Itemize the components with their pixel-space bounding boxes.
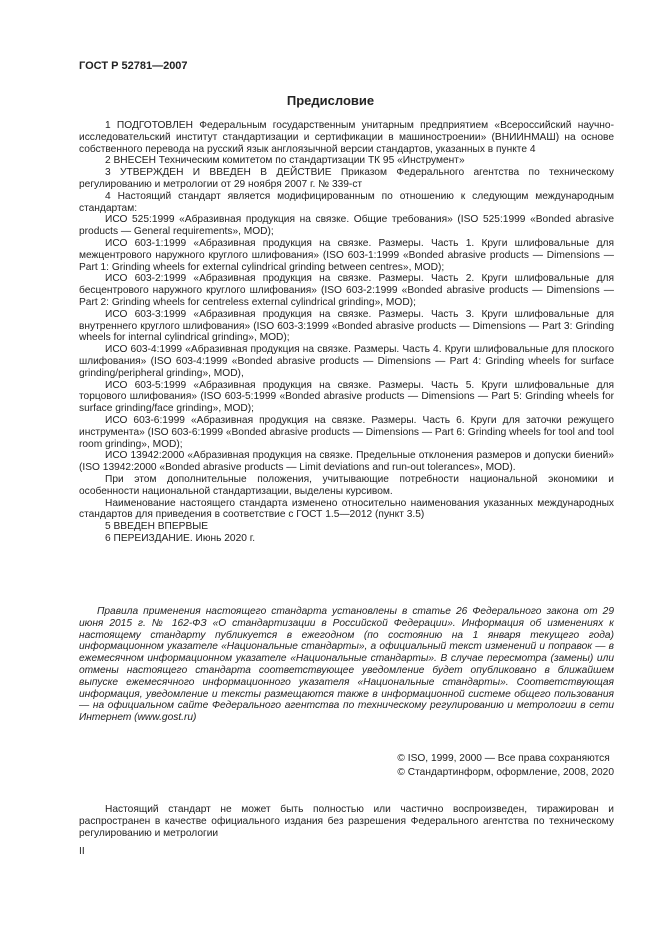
paragraph-6: 6 ПЕРЕИЗДАНИЕ. Июнь 2020 г. (105, 532, 256, 544)
standard-iso-525: ИСО 525:1999 «Абразивная продукция на связке. Общие требования» (ISO 525:1999 «Bonded abrasive products — General requirements», MOD); (79, 214, 614, 238)
paragraph-3: 3 УТВЕРЖДЕН И ВВЕДЕН В ДЕЙСТВИЕ Приказом Федерального агентства по техническому регулированию и метрологии от 29 ноября 2007 г. № 339-ст (79, 167, 614, 190)
paragraph-1: 1 ПОДГОТОВЛЕН Федеральным государственным унитарным предприятием «Всероссийский научно-исследовательский институт стандартизации и сертификации в машиностроении» (ВНИИНМАШ) на основе собственного перевода на русский язык англоязычной версии стандартов, указанных в пункте 4 (79, 120, 614, 155)
standard-iso-603-4: ИСО 603-4:1999 «Абразивная продукция на связке. Размеры. Часть 4. Круги шлифовальные для плоского шлифования» (ISO 603-4:1999 «Bonded abrasive products — Dimensions — Part 4: Grinding wheels for surface grinding/peripheral grinding», MOD), (79, 344, 614, 379)
name-change-note: Наименование настоящего стандарта изменено относительно наименования указанных международных стандартов для приведения в соответствие с ГОСТ 1.5—2012 (пункт 3.5) (79, 497, 614, 521)
foreword-body (79, 120, 614, 545)
document-code: ГОСТ Р 52781—2007 (79, 60, 188, 72)
paragraph-5: 5 ВВЕДЕН ВПЕРВЫЕ (105, 521, 209, 533)
paragraph-2: 2 ВНЕСЕН Техническим комитетом по стандартизации ТК 95 «Инструмент» (105, 155, 465, 167)
standard-iso-603-2: ИСО 603-2:1999 «Абразивная продукция на связке. Размеры. Часть 2. Круги шлифовальные для бесцентрового наружного круглого шлифования» (ISO 603-2:1999 «Bonded abrasive products — Dimensions — Part 2: Grinding wheels for centreless external cylindrical grinding», MOD); (79, 273, 614, 308)
copyright-standartinform: © Стандартинформ, оформление, 2008, 2020 (397, 767, 614, 778)
standard-iso-13942: ИСО 13942:2000 «Абразивная продукция на связке. Предельные отклонения размеров и допуски биений» (ISO 13942:2000 «Bonded abrasive products — Limit deviations and run-out tolerances», MOD). (79, 450, 614, 474)
application-rules-note (79, 606, 614, 724)
paragraph-4: 4 Настоящий стандарт является модифицированным по отношению к следующим международным стандартам: (79, 190, 614, 214)
page-title: Предисловие (286, 93, 375, 108)
note-text: Правила применения настоящего стандарта установлены в статье 26 Федерального закона от 29 июня 2015 г. № 162-ФЗ «О стандартизации в Российской Федерации». Информация об изменениях к настоящему стандарту публикуется в ежегодном (по состоянию на 1 января текущего года) информационном указателе «Национальные стандарты», а официальный текст изменений и поправок — в ежемесячном информационном указателе «Национальные стандарты». В случае пересмотра (замены) или отмены настоящего стандарта соответствующее уведомление будет опубликовано в ближайшем выпуске ежемесячного информационного указателя «Национальные стандарты». Соответствующая информация, уведомление и тексты размещаются также в информационной системе общего пользования — на официальном сайте Федерального агентства по техническому регулированию и метрологии в сети Интернет (www.gost.ru) (79, 606, 614, 724)
standard-iso-603-6: ИСО 603-6:1999 «Абразивная продукция на связке. Размеры. Часть 6. Круги для заточки режущего инструмента» (ISO 603-6:1999 «Bonded abrasive products — Dimensions — Part 6: Grinding wheels for tool and tool room grinding», MOD); (79, 414, 614, 450)
standard-iso-603-3: ИСО 603-3:1999 «Абразивная продукция на связке. Размеры. Часть 3. Круги шлифовальные для внутреннего круглого шлифования» (ISO 603-3:1999 «Bonded abrasive products — Dimensions — Part 3: Grinding wheels for internal cylindrical grinding», MOD); (79, 308, 614, 344)
standard-iso-603-1: ИСО 603-1:1999 «Абразивная продукция на связке. Размеры. Часть 1. Круги шлифовальные для межцентрового наружного круглого шлифования» (ISO 603-1:1999 «Bonded abrasive products — Dimensions — Part 1: Grinding wheels for external cylindrical grinding between centres», MOD); (79, 237, 614, 273)
copyright-iso: © ISO, 1999, 2000 — Все права сохраняются (397, 753, 610, 764)
copyright-block (397, 752, 614, 780)
reproduction-notice (79, 804, 614, 839)
additional-provisions: При этом дополнительные положения, учитывающие потребности национальной экономики и особенности национальной стандартизации, выделены курсивом. (79, 473, 614, 497)
standard-iso-603-5: ИСО 603-5:1999 «Абразивная продукция на связке. Размеры. Часть 5. Круги шлифовальные для торцового шлифования» (ISO 603-5:1999 «Bonded abrasive products — Dimensions — Part 5: Grinding wheels for surface grinding/face grinding», MOD); (79, 379, 614, 415)
reproduction-text: Настоящий стандарт не может быть полностью или частично воспроизведен, тиражирован и распространен в качестве официального издания без разрешения Федерального агентства по техническому регулированию и метрологии (79, 804, 614, 839)
page-number: II (79, 846, 85, 857)
